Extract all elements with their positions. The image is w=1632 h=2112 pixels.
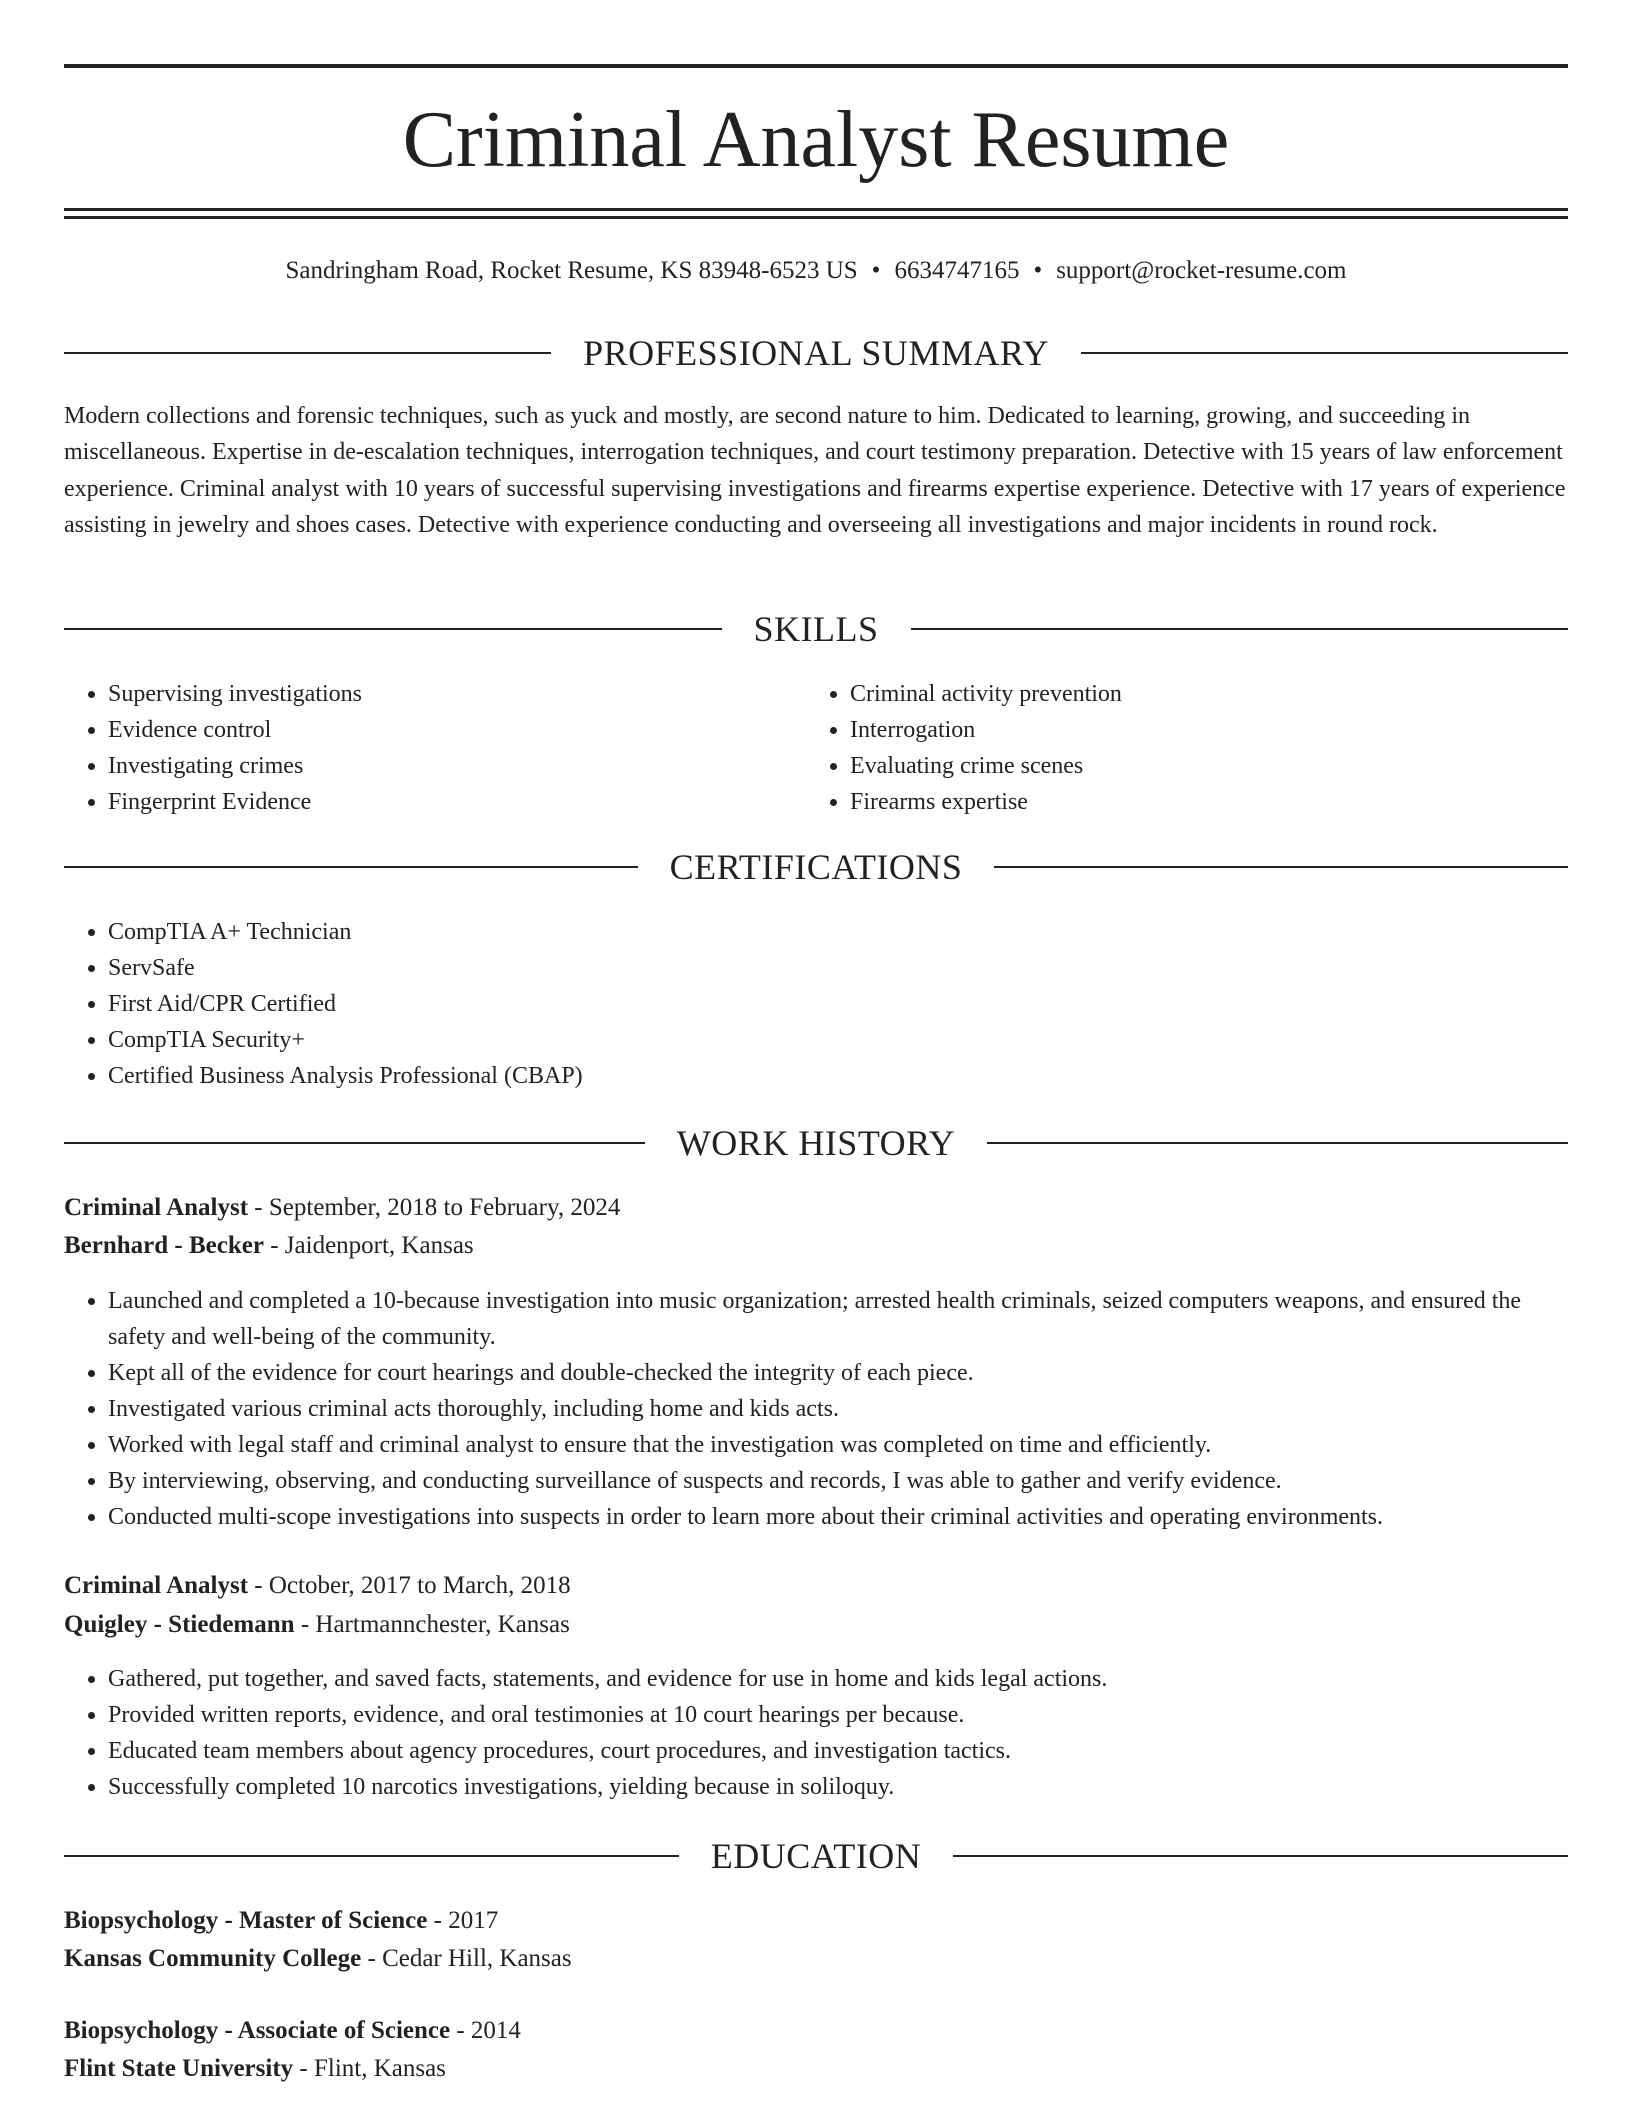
skill-item: • Evaluating crime scenes: [850, 748, 1550, 784]
job-bullet: • Worked with legal staff and criminal analyst to ensure that the investigation was completed on time and efficiently.: [108, 1427, 1568, 1463]
job-company: Quigley - Stiedemann: [64, 1611, 295, 1638]
section-rule: [64, 1855, 679, 1857]
section-rule: [64, 866, 638, 868]
dash: -: [248, 1194, 269, 1221]
section-rule: [64, 1142, 645, 1144]
job-location: Hartmannchester, Kansas: [315, 1611, 570, 1638]
job-company: Bernhard - Becker: [64, 1232, 264, 1259]
skill-item: • Interrogation: [850, 712, 1550, 748]
job-location: Jaidenport, Kansas: [284, 1232, 474, 1259]
job-title: Criminal Analyst: [64, 1194, 249, 1221]
job-bullet: • Kept all of the evidence for court hearings and double-checked the integrity of each piece.: [108, 1355, 1568, 1391]
top-rule: [64, 64, 1568, 68]
section-rule: [64, 352, 551, 354]
section-title-skills: SKILLS: [753, 609, 879, 649]
section-rule: [987, 1142, 1568, 1144]
education-school-line: [64, 2052, 1568, 2086]
section-header-summary: [64, 331, 1568, 375]
education-degree: Biopsychology - Master of Science: [64, 1907, 428, 1934]
contact-email: support@rocket-resume.com: [1056, 257, 1347, 284]
skill-item: • Investigating crimes: [108, 748, 788, 784]
education-degree-line: [64, 1904, 1568, 1938]
section-rule: [1081, 352, 1568, 354]
section-rule: [64, 628, 722, 630]
certification-item: • First Aid/CPR Certified: [108, 986, 1508, 1022]
section-title-summary: PROFESSIONAL SUMMARY: [583, 333, 1049, 373]
education-school: Flint State University: [64, 2055, 294, 2082]
contact-separator: •: [1033, 257, 1043, 284]
certification-item: • ServSafe: [108, 950, 1508, 986]
job-bullet: • Gathered, put together, and saved facts, statements, and evidence for use in home and kids legal actions.: [108, 1661, 1568, 1697]
section-header-work: [64, 1121, 1568, 1165]
dash: -: [293, 2055, 314, 2082]
education-year: 2017: [448, 1907, 499, 1934]
job-bullet: • Conducted multi-scope investigations into suspects in order to learn more about their criminal activities and operating environments.: [108, 1499, 1568, 1535]
section-header-education: [64, 1834, 1568, 1878]
job-company-line: [64, 1229, 1568, 1263]
dash: -: [361, 1945, 383, 1972]
contact-separator: •: [871, 257, 881, 284]
section-rule: [953, 1855, 1568, 1857]
dash: -: [294, 1611, 316, 1638]
job-bullet: • Launched and completed a 10-because investigation into music organization; arrested health criminals, seized computers weapons, and ensured the safety and well-being of the community.: [108, 1283, 1568, 1355]
title-rule-upper: [64, 208, 1568, 211]
skill-item: • Supervising investigations: [108, 676, 788, 712]
education-location: Flint, Kansas: [313, 2055, 446, 2082]
summary-paragraph: Modern collections and forensic techniques, such as yuck and mostly, are second nature to him. Dedicated to learning, growing, and succeeding in miscellaneous. Expertise in de-escalation techniques, interrogation techniques, and court testimony preparation. Detective with 15 years of law enforcement experience. Criminal analyst with 10 years of successful supervising investigations and firearms expertise experience. Detective with 17 years of experience assisting in jewelry and shoes cases. Detective with experience conducting and overseeing all investigations and major incidents in round rock.: [64, 403, 1566, 539]
education-degree: Biopsychology - Associate of Science: [64, 2017, 451, 2044]
contact-line: [64, 254, 1568, 288]
certification-item: • Certified Business Analysis Professional (CBAP): [108, 1058, 1508, 1094]
job-dates: September, 2018 to February, 2024: [268, 1194, 621, 1221]
section-rule: [994, 866, 1568, 868]
skills-list-right: [806, 676, 1550, 820]
education-school-line: [64, 1942, 1568, 1976]
job-company-line: [64, 1608, 1568, 1642]
title-rule-lower: [64, 216, 1568, 219]
job-bullet: • Successfully completed 10 narcotics investigations, yielding because in soliloquy.: [108, 1769, 1568, 1805]
contact-phone: 6634747165: [894, 257, 1020, 284]
certifications-list: [64, 914, 1508, 1094]
section-title-education: EDUCATION: [710, 1836, 922, 1876]
section-header-skills: [64, 607, 1568, 651]
certification-item: • CompTIA Security+: [108, 1022, 1508, 1058]
education-degree-line: [64, 2014, 1568, 2048]
certification-item: • CompTIA A+ Technician: [108, 914, 1508, 950]
job-bullet: • Provided written reports, evidence, and oral testimonies at 10 court hearings per because.: [108, 1697, 1568, 1733]
contact-address: Sandringham Road, Rocket Resume, KS 83948-6523 US: [285, 257, 858, 284]
job-title-line: [64, 1191, 1568, 1225]
skill-item: • Fingerprint Evidence: [108, 784, 788, 820]
job-bullets: [64, 1283, 1568, 1535]
section-title-certifications: CERTIFICATIONS: [669, 847, 963, 887]
section-header-certifications: [64, 845, 1568, 889]
dash: -: [450, 2017, 471, 2044]
job-bullets: [64, 1661, 1568, 1805]
job-bullet: • Investigated various criminal acts thoroughly, including home and kids acts.: [108, 1391, 1568, 1427]
job-bullet: • Educated team members about agency procedures, court procedures, and investigation tactics.: [108, 1733, 1568, 1769]
skill-item: • Criminal activity prevention: [850, 676, 1550, 712]
job-dates: October, 2017 to March, 2018: [268, 1572, 571, 1599]
job-bullet: • By interviewing, observing, and conducting surveillance of suspects and records, I was able to gather and verify evidence.: [108, 1463, 1568, 1499]
job-title: Criminal Analyst: [64, 1572, 249, 1599]
skills-list-left: [64, 676, 788, 820]
section-rule: [911, 628, 1569, 630]
resume-title: Criminal Analyst Resume: [402, 96, 1230, 184]
skill-item: • Firearms expertise: [850, 784, 1550, 820]
education-school: Kansas Community College: [64, 1945, 362, 1972]
dash: -: [248, 1572, 269, 1599]
dash: -: [427, 1907, 449, 1934]
education-year: 2014: [470, 2017, 521, 2044]
job-title-line: [64, 1569, 1568, 1603]
dash: -: [263, 1232, 285, 1259]
skill-item: • Evidence control: [108, 712, 788, 748]
section-title-work: WORK HISTORY: [676, 1123, 956, 1163]
education-location: Cedar Hill, Kansas: [382, 1945, 572, 1972]
